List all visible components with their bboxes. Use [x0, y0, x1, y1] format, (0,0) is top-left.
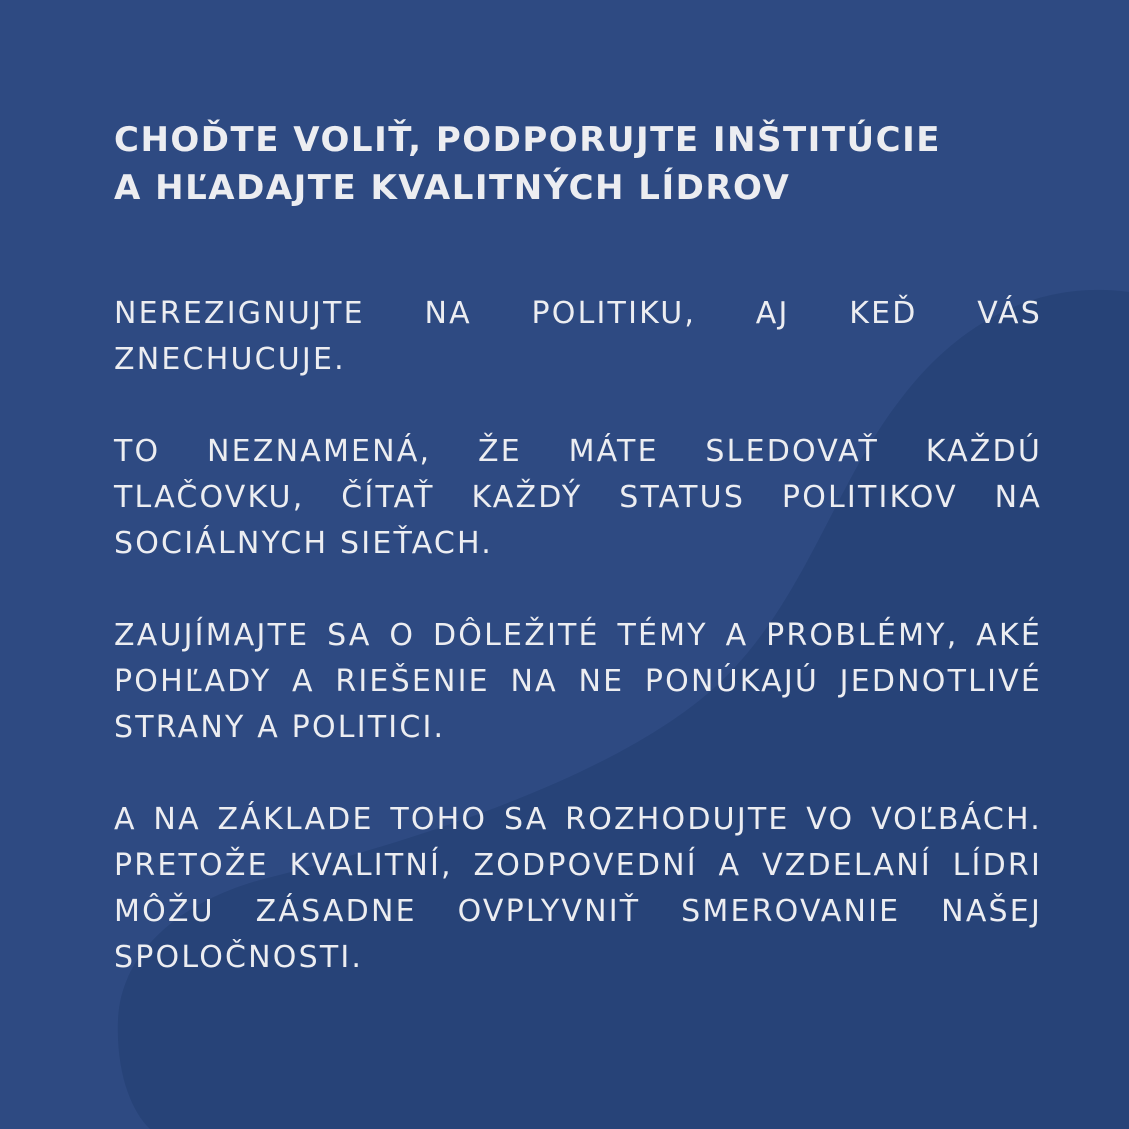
headline-line-2: A HĽADAJTE KVALITNÝCH LÍDROV	[114, 168, 791, 208]
paragraph-3: ZAUJÍMAJTE SA O DÔLEŽITÉ TÉMY A PROBLÉMY, AKÉ POHĽADY A RIEŠENIE NA NE PONÚKAJÚ JEDNOTLIVÉ STRANY A POLITICI.	[114, 618, 1042, 745]
paragraph-1: NEREZIGNUJTE NA POLITIKU, AJ KEĎ VÁS ZNECHUCUJE.	[114, 296, 1042, 377]
paragraph-4: A NA ZÁKLADE TOHO SA ROZHODUJTE VO VOĽBÁCH. PRETOŽE KVALITNÍ, ZODPOVEDNÍ A VZDELANÍ LÍDRI MÔŽU ZÁSADNE OVPLYVNIŤ SMEROVANIE NAŠEJ SPOLOČNOSTI.	[114, 802, 1042, 975]
paragraph-2: TO NEZNAMENÁ, ŽE MÁTE SLEDOVAŤ KAŽDÚ TLAČOVKU, ČÍTAŤ KAŽDÝ STATUS POLITIKOV NA SOCIÁLNYCH SIEŤACH.	[114, 434, 1042, 561]
headline	[114, 116, 1042, 212]
content	[114, 116, 1042, 981]
headline-line-1: CHOĎTE VOLIŤ, PODPORUJTE INŠTITÚCIE	[114, 120, 941, 160]
